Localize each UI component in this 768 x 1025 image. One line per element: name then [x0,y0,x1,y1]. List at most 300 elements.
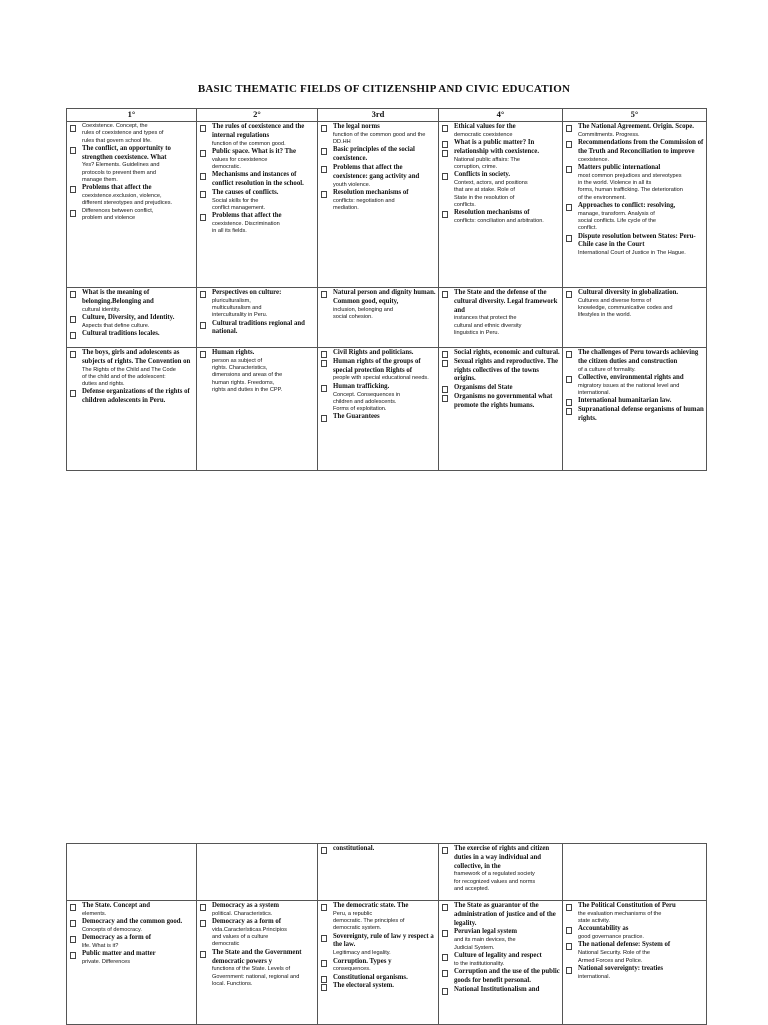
list-item [320,123,436,146]
table-cell [563,288,707,348]
checkbox-bullet-icon [442,211,448,218]
table-row [67,844,707,901]
list-item [565,233,704,258]
list-item [69,289,194,314]
checkbox-bullet-icon [566,141,572,148]
item-text: rules that govern school life. [82,137,152,144]
item-heading: Social rights, economic and cultural. [454,349,560,356]
item-text: instances that protect the [454,315,517,322]
item-heading: Culture, Diversity, and Identity. [82,313,175,321]
item-heading: The State. Concept and [82,902,150,909]
checkbox-bullet-icon [442,847,448,854]
item-heading: Defense organizations of the rights of children adolescents in Peru. [82,388,190,405]
checkbox-bullet-icon [566,291,572,298]
checkbox-bullet-icon [566,166,572,173]
checkbox-bullet-icon [442,360,448,367]
checkbox-bullet-icon [321,385,327,392]
item-text: and values of a culture [212,934,269,941]
item-heading: The boys, girls and adolescents as subjects of rights. The Convention on [82,349,191,365]
list-item [441,123,560,139]
list-item [565,941,704,964]
item-text: multiculturalism and [212,305,262,312]
list-item [441,209,560,225]
list-item [565,406,704,424]
checkbox-bullet-icon [566,904,572,911]
document-title: BASIC THEMATIC FIELDS OF CITIZENSHIP AND CIVIC EDUCATION [197,83,571,95]
item-heading: The causes of conflicts. [212,188,279,196]
table-cell [318,844,439,901]
list-item [199,212,315,235]
item-heading: Problems that affect the [82,184,152,192]
item-text: of the environment. [578,194,626,201]
list-item [441,171,560,209]
list-item [441,139,560,148]
item-text: conflict. [578,225,597,232]
item-text: DD.HH [333,139,351,146]
list-item [565,397,704,406]
item-heading: Peruvian legal system [454,928,518,936]
item-text: international. [578,973,611,980]
list-item [441,148,560,171]
item-text: State in the resolution of [454,194,515,201]
table-cell [439,844,563,901]
item-heading: Mechanisms and instances of conflict resolution in the school. [212,171,304,188]
list-item [565,925,704,941]
item-text: inclusion, belonging and [333,306,394,313]
list-item [69,314,194,330]
item-heading: Basic principles of the social coexistence. [333,146,415,163]
checkbox-bullet-icon [200,920,206,927]
list-item [69,349,194,388]
item-text: Coexistence. Concept, the [82,123,148,129]
list-item [565,139,704,164]
item-text: in the world. Violence in all its [578,180,652,187]
item-heading: Organisms del State [454,384,513,392]
list-item [565,374,704,397]
list-item [320,383,436,414]
item-heading: Sovereignty, rule of law y respect a the law. [333,932,434,949]
list-item [565,123,704,139]
checkbox-bullet-icon [321,984,327,991]
item-heading: National sovereignty: treaties [578,964,664,972]
checkbox-bullet-icon [566,943,572,950]
checkbox-bullet-icon [70,390,76,397]
list-item [69,950,194,966]
list-item [565,965,704,981]
checkbox-bullet-icon [200,214,206,221]
list-item [320,845,436,854]
item-text: cultural identity. [82,306,121,313]
list-item [199,189,315,212]
item-heading: The democratic state. The [333,902,409,909]
table-row [67,348,707,471]
item-text: The Rights of the Child and The Code [82,366,176,373]
item-text: that are at stake. Role of [454,187,515,194]
item-heading: The challenges of Peru towards achieving the citizen duties and construction [578,349,699,365]
item-heading: Natural person and dignity human. Common good, equity, [333,289,436,305]
list-item [320,902,436,933]
checkbox-bullet-icon [200,322,206,329]
item-text: linguistics in Peru. [454,330,500,337]
checkbox-bullet-icon [442,954,448,961]
table-cell [197,844,318,901]
checkbox-bullet-icon [70,210,76,217]
list-item [199,171,315,189]
item-heading: Cultural diversity in globalization. [578,289,679,296]
checkbox-bullet-icon [70,936,76,943]
item-text: Social skills for the [212,197,259,204]
item-text: social conflicts. Life cycle of the [578,218,657,224]
item-heading: The rules of coexistence and the internal regulations [212,123,305,139]
list-item [320,974,436,983]
checkbox-bullet-icon [321,191,327,198]
item-heading: The national defense: System of [578,941,671,949]
list-item [441,902,560,928]
list-item [565,164,704,202]
item-heading: The exercise of rights and citizen duties in a way individual and collective, in the [454,845,550,870]
list-item [69,934,194,950]
item-heading: Matters public international [578,164,661,172]
table-cell [563,844,707,901]
item-heading: What is the meaning of belonging.Belonging and [82,289,154,305]
checkbox-bullet-icon [321,360,327,367]
column-header-grade-5: 5° [563,109,707,122]
item-text: person as subject of [212,357,263,364]
checkbox-bullet-icon [566,408,572,415]
table-cell [318,348,439,471]
column-header-grade-3: 3rd [318,109,439,122]
item-text: democratic. The principles of [333,918,405,925]
table-row [67,122,707,288]
item-heading: Human rights. [212,349,255,356]
checkbox-bullet-icon [70,920,76,927]
item-text: rules of coexistence and types of [82,130,164,137]
table-cell [67,122,197,288]
item-text: elements. [82,910,107,917]
list-item [441,393,560,411]
checkbox-bullet-icon [200,904,206,911]
list-item [441,928,560,951]
item-text: of the child and of the adolescent: [82,373,166,380]
checkbox-bullet-icon [566,235,572,242]
item-heading: Democracy as a form of [212,918,282,926]
item-text: Judicial System. [454,944,495,951]
checkbox-bullet-icon [200,150,206,157]
item-heading: Culture of legality and respect [454,951,542,959]
item-heading: Resolution mechanisms of [454,209,530,217]
item-text: the evaluation mechanisms of the [578,910,662,917]
table-cell [67,844,197,901]
list-item [199,289,315,320]
list-item [199,349,315,394]
table-cell [563,348,707,471]
item-text: children and adolescents. [333,398,397,405]
item-text: National Security. Role of the [578,950,651,957]
item-text: life. What is it? [82,943,119,950]
list-item [320,982,436,991]
item-text: democratic system. [333,925,382,932]
item-text: coexistence. Discrimination [212,221,280,228]
table-row [67,288,707,348]
item-text: conflicts. [454,201,476,208]
list-item [441,384,560,393]
item-heading: International humanitarian law. [578,397,672,405]
checkbox-bullet-icon [70,291,76,298]
item-text: to the institutionality. [454,960,505,967]
checkbox-bullet-icon [70,904,76,911]
item-text: forms, human trafficking. The deterioration [578,187,683,194]
item-heading: Cultural traditions locales. [82,330,160,338]
checkbox-bullet-icon [321,148,327,155]
item-heading: Sexual rights and reproductive. The rights collectives of the towns origins. [454,357,559,383]
item-heading: Supranational defense organisms of human rights. [578,406,704,422]
checkbox-bullet-icon [70,952,76,959]
list-item [69,918,194,934]
checkbox-bullet-icon [566,927,572,934]
item-text: dimensions and areas of the [212,372,283,379]
item-heading: Recommendations from the Commission of the Truth and Reconciliation to improve [578,139,704,155]
checkbox-bullet-icon [321,291,327,298]
list-item [199,949,315,988]
checkbox-bullet-icon [566,351,572,358]
item-heading: The State and the defense of the cultural diversity. Legal framework and [454,289,558,314]
list-item [441,289,560,337]
table-row [67,901,707,1025]
list-item [441,358,560,384]
item-text: cultural and ethnic diversity [454,322,522,329]
item-text: human rights. Freedoms, [212,379,275,386]
item-text: coexistence.exclusion, violence, [82,193,162,200]
item-text: different stereotypes and prejudices. [82,200,173,207]
table-cell [67,901,197,1025]
item-text: most common prejudices and stereotypes [578,172,682,179]
item-text: democratic coexistence [454,131,513,138]
list-item [199,148,315,171]
checkbox-bullet-icon [321,847,327,854]
item-text: values for coexistence [212,156,268,163]
checkbox-bullet-icon [442,904,448,911]
item-heading: Conflicts in society. [454,171,511,179]
item-text: state activity. [578,918,610,925]
item-text: mediation. [333,205,359,212]
thematic-fields-table-continued [66,843,707,1025]
list-item [441,986,560,995]
item-text: migratory issues at the national level and [578,382,680,389]
item-heading: Human trafficking. [333,382,390,390]
item-heading: The Guarantees [333,413,380,421]
list-item [565,349,704,374]
table-cell [197,348,318,471]
item-text: functions of the State. Levels of [212,966,291,973]
item-heading: Corruption and the use of the public goods for benefit personal. [454,967,560,984]
list-item [441,349,560,358]
item-heading: The electoral system. [333,982,394,990]
item-text: democratic [212,941,240,948]
item-heading: Problems that affect the [212,212,282,220]
table-cell [439,348,563,471]
checkbox-bullet-icon [442,930,448,937]
item-text: duties and rights. [82,381,125,388]
list-item [320,189,436,212]
item-heading: The Political Constitution of Peru [578,902,676,909]
item-text: function of the common good. [212,140,286,147]
item-heading: Human rights of the groups of special protection Rights of [333,357,421,374]
list-item [69,145,194,184]
item-heading: Collective, environmental rights and [578,373,684,381]
list-item [199,902,315,918]
item-heading: Corruption. Types y [333,957,392,965]
checkbox-bullet-icon [321,166,327,173]
item-text: Forms of exploitation. [333,406,387,413]
checkbox-bullet-icon [321,904,327,911]
checkbox-bullet-icon [566,125,572,132]
item-text: Cultures and diverse forms of [578,297,652,304]
item-text: function of the common good and the [333,131,426,138]
checkbox-bullet-icon [200,291,206,298]
list-item [69,208,194,223]
list-item [320,958,436,974]
item-text: Armed Forces and Police. [578,957,643,964]
item-text: and accepted. [454,886,490,893]
item-text: interculturality in Peru. [212,312,268,319]
item-text: Concept. Consequences in [333,391,401,398]
thematic-fields-table [66,108,707,471]
item-text: international. [578,390,611,397]
item-text: Aspects that define culture. [82,322,150,329]
checkbox-bullet-icon [442,970,448,977]
checkbox-bullet-icon [442,125,448,132]
item-text: framework of a regulated society [454,871,535,878]
checkbox-bullet-icon [442,988,448,995]
item-heading: The State as guarantor of the administration of justice and of the legality. [454,902,556,927]
checkbox-bullet-icon [70,316,76,323]
item-text: Context, actors, and positions [454,180,528,187]
table-cell [318,122,439,288]
item-heading: Constitutional organisms. [333,973,408,981]
item-heading: relationship with coexistence. [454,147,540,155]
item-text: conflicts: conciliation and arbitration. [454,218,544,224]
table-cell [563,901,707,1025]
checkbox-bullet-icon [321,960,327,967]
table-cell [318,901,439,1025]
item-heading: The State and the Government democratic powers y [212,948,302,965]
list-item [320,146,436,164]
checkbox-bullet-icon [70,147,76,154]
list-item [565,902,704,925]
table-cell [67,348,197,471]
list-item [441,968,560,986]
checkbox-bullet-icon [566,204,572,211]
checkbox-bullet-icon [321,415,327,422]
checkbox-bullet-icon [200,351,206,358]
checkbox-bullet-icon [200,173,206,180]
checkbox-bullet-icon [442,395,448,402]
item-heading: Civil Rights and politicians. [333,349,414,356]
checkbox-bullet-icon [321,935,327,942]
list-item [69,902,194,918]
item-text: Differences between conflict, [82,207,154,214]
list-item [199,320,315,338]
checkbox-bullet-icon [566,967,572,974]
item-heading: constitutional. [333,845,375,852]
checkbox-bullet-icon [321,125,327,132]
checkbox-bullet-icon [442,150,448,157]
item-text: corruption, crime. [454,164,498,171]
item-text: Government: national, regional and [212,973,300,980]
table-cell [197,901,318,1025]
checkbox-bullet-icon [442,291,448,298]
item-text: manage them. [82,176,118,183]
item-heading: Perspectives on culture: [212,289,282,296]
item-text: National public affairs: The [454,156,521,163]
item-text: local. Functions. [212,980,253,987]
item-heading: Approaches to conflict: resolving, [578,201,676,209]
list-item [320,164,436,189]
item-text: manage, transform. Analysis of [578,210,655,217]
item-heading: Dispute resolution between States: Peru-Chile case in the Court [578,232,696,249]
list-item [441,952,560,968]
list-item [565,202,704,233]
list-item [69,123,194,145]
item-text: private. Differences [82,959,131,966]
item-heading: What is a public matter? In [454,139,535,147]
item-text: protocols to prevent them and [82,169,157,176]
item-text: rights and duties in the CPP. [212,386,283,393]
item-text: Legitimacy and legality. [333,950,391,957]
item-text: consequences. [333,966,371,973]
item-heading: Cultural traditions regional and national. [212,319,305,336]
list-item [320,349,436,358]
item-text: Concepts of democracy. [82,926,142,933]
checkbox-bullet-icon [70,332,76,339]
item-text: problem and violence [82,214,136,221]
item-heading: The legal norms [333,123,380,130]
item-text: of a culture of formality. [578,366,636,373]
item-text: for recognized values and norms [454,878,536,885]
item-heading: The National Agreement. Origin. Scope. [578,123,694,130]
table-cell [563,122,707,288]
item-text: democratic. [212,164,241,171]
checkbox-bullet-icon [442,173,448,180]
item-text: youth violence. [333,181,371,188]
item-text: International Court of Justice in The Hague. [578,250,686,257]
item-heading: Problems that affect the coexistence: gang activity and [333,164,420,180]
item-text: conflicts: negotiation and [333,197,395,204]
checkbox-bullet-icon [200,125,206,132]
item-text: coexistence. [578,156,610,163]
item-heading: Democracy as a form of [82,934,152,942]
checkbox-bullet-icon [566,376,572,383]
item-text: lifestyles in the world. [578,312,632,319]
list-item [320,358,436,383]
table-cell [67,288,197,348]
item-text: rights. Characteristics, [212,365,268,372]
list-item [441,845,560,893]
item-heading: Democracy and the common good. [82,918,183,926]
item-text: conflict management. [212,205,266,212]
checkbox-bullet-icon [200,191,206,198]
item-heading: National Institutionalism and [454,985,540,993]
item-text: social cohesion. [333,313,373,320]
item-heading: Public matter and matter [82,950,156,958]
checkbox-bullet-icon [70,125,76,132]
list-item [199,918,315,949]
list-item [199,123,315,148]
item-heading: Democracy as a system [212,902,280,909]
item-heading: Resolution mechanisms of [333,188,409,196]
table-cell [197,122,318,288]
list-item [320,933,436,958]
